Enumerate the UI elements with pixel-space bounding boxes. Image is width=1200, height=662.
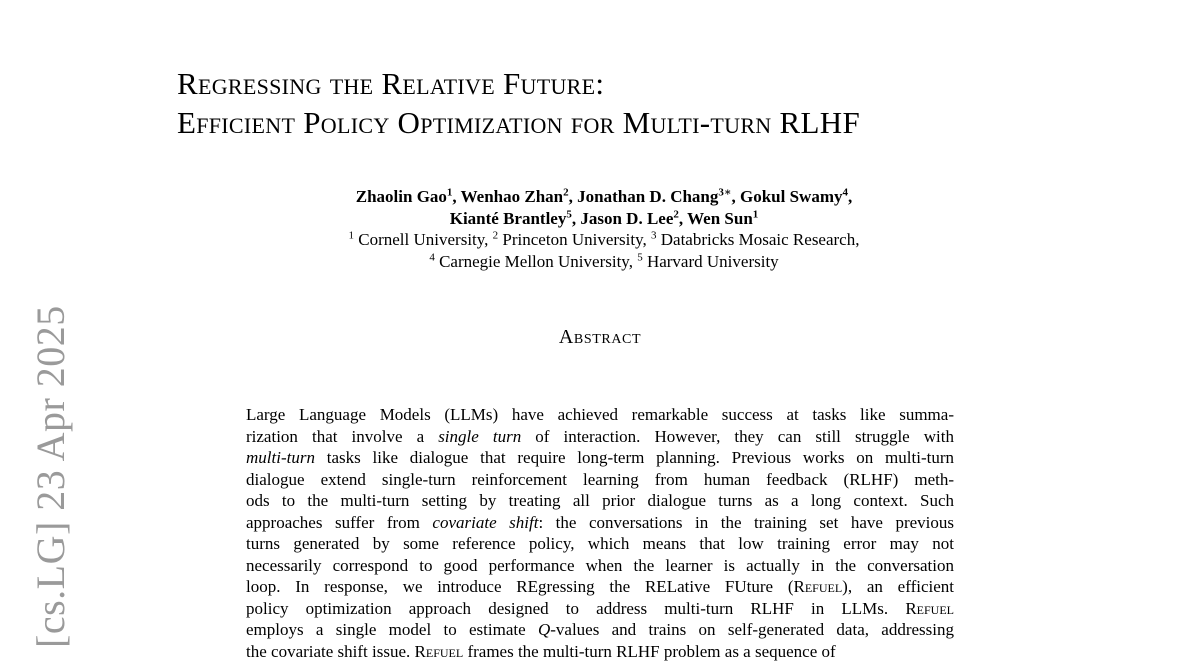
abstract-line [246,555,954,577]
text-run: of interaction. However, they can still struggle with [521,427,954,446]
author-name: Jonathan D. Chang [577,187,718,206]
abstract-heading: Abstract [200,326,1000,349]
author-line-2: Kianté Brantley$^5$, Jason D. Lee$^2$, Wen Sun$^1$ [200,208,1008,230]
abstract-line [246,641,954,662]
arxiv-sidebar-stamp [26,305,76,648]
author-block [200,186,1008,272]
abstract-line [246,598,954,620]
abstract-line [246,512,954,534]
author-affiliation-marker: 2 [563,186,569,198]
paper-title [177,64,1077,142]
abstract-line [246,619,954,641]
method-name: Refuel [794,577,843,596]
text-run: -values and trains on self-generated data, addressing [550,620,954,639]
author-affiliation-marker: 1 [447,186,453,198]
text-run: turns generated by some reference policy, which means that low training error may not [246,534,954,553]
affiliation-marker: 4 [429,251,435,263]
author-name: Wen Sun [687,209,753,228]
author-affiliation-marker: 3∗ [718,186,731,198]
affiliation-marker: 3 [651,229,657,241]
text-run: necessarily correspond to good performance when the learner is actually in the conversation [246,556,954,575]
title-line-1: Regressing the Relative Future: [177,64,1077,103]
author-affiliation-marker: 4 [843,186,849,198]
abstract-line [246,533,954,555]
abstract-line [246,490,954,512]
text-run: employs a single model to estimate [246,620,538,639]
method-name: Refuel [415,642,464,661]
affiliation-line-1: $^1$ Cornell University, $^2$ Princeton University, $^3$ Databricks Mosaic Research, [200,229,1008,251]
text-run: ods to the multi-turn setting by treating all prior dialogue turns as a long context. Such [246,491,954,510]
author-affiliation-marker: 5 [566,208,572,220]
author-name: Kianté Brantley [450,209,567,228]
italic-text: multi-turn [246,448,315,467]
italic-text: Q [538,620,550,639]
author-affiliation-marker: 2 [673,208,679,220]
author-name: Jason D. Lee [580,209,673,228]
abstract-line [246,447,954,469]
affiliation-name: Harvard University [647,252,779,271]
text-run: tasks like dialogue that require long-term planning. Previous works on multi-turn [315,448,954,467]
text-run: approaches suffer from [246,513,432,532]
text-run: dialogue extend single-turn reinforcement learning from human feedback (RLHF) meth- [246,470,954,489]
abstract-line [246,469,954,491]
text-run: rization that involve a [246,427,438,446]
affiliation-marker: 5 [637,251,643,263]
method-name: Refuel [905,599,954,618]
affiliation-marker: 2 [493,229,499,241]
text-run: the covariate shift issue. [246,642,415,661]
abstract-line [246,426,954,448]
affiliation-name: Princeton University [502,230,642,249]
author-name: Zhaolin Gao [356,187,447,206]
text-run: loop. In response, we introduce REgressing the RELative FUture ( [246,577,794,596]
abstract-body [246,404,954,662]
affiliation-name: Carnegie Mellon University [439,252,629,271]
text-run: policy optimization approach designed to address multi-turn RLHF in LLMs. [246,599,905,618]
text-run: frames the multi-turn RLHF problem as a sequence of [463,642,835,661]
italic-text: single turn [438,427,521,446]
title-line-2: Efficient Policy Optimization for Multi-turn RLHF [177,103,1077,142]
italic-text: covariate shift [432,513,538,532]
abstract-line [246,404,954,426]
affiliation-name: Databricks Mosaic Research [661,230,855,249]
text-run: Large Language Models (LLMs) have achieved remarkable success at tasks like summa- [246,405,954,424]
abstract-line [246,576,954,598]
author-name: Wenhao Zhan [461,187,564,206]
text-run: ), an efficient [842,577,954,596]
arxiv-identifier: [cs.LG] 23 Apr 2025 [26,305,76,648]
affiliation-marker: 1 [349,229,355,241]
affiliation-name: Cornell University [358,230,484,249]
author-affiliation-marker: 1 [753,208,759,220]
author-line-1: Zhaolin Gao$^1$, Wenhao Zhan$^2$, Jonathan D. Chang$^{3∗}$, Gokul Swamy$^4$, [200,186,1008,208]
text-run: : the conversations in the training set have previous [538,513,954,532]
affiliation-line-2: $^4$ Carnegie Mellon University, $^5$ Harvard University [200,251,1008,273]
author-name: Gokul Swamy [740,187,843,206]
